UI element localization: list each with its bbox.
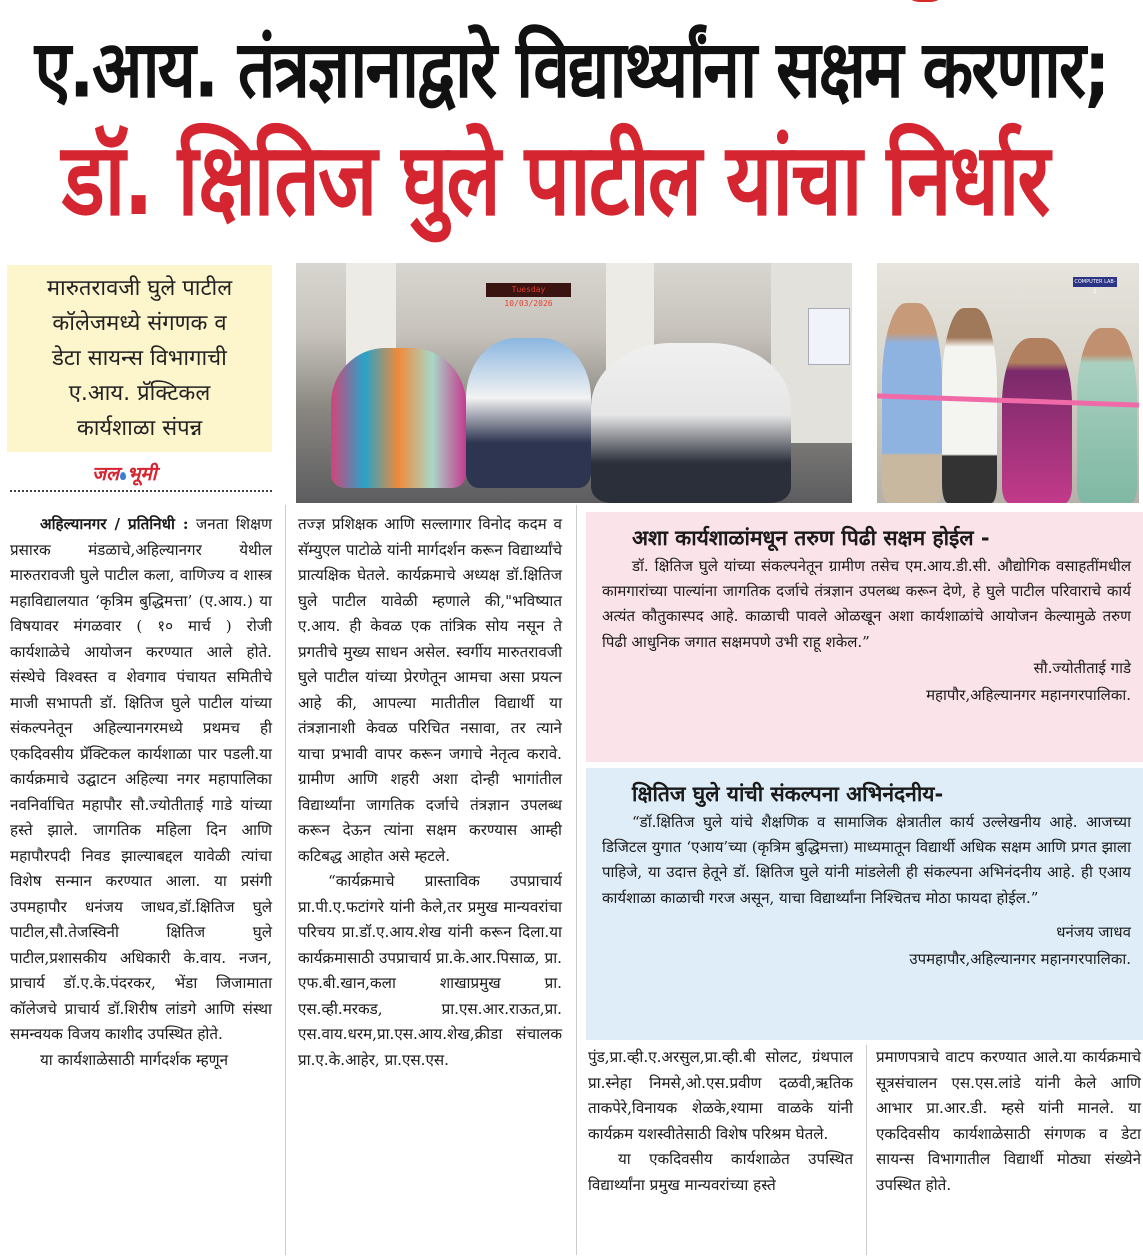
ribbon-cutting-photo: [877, 263, 1139, 503]
crowd-men-center: [466, 338, 591, 488]
article-column-2: [298, 512, 562, 1073]
quote-author-designation: महापौर,अहिल्यानगर महानगरपालिका.: [926, 685, 1131, 704]
person-blue-shirt: [882, 303, 942, 503]
subheading-line: ए.आय. प्रॅक्टिकल: [68, 381, 211, 406]
quote-box-deputy-mayor: [586, 768, 1143, 1040]
article-column-3: [588, 1045, 853, 1198]
quote-author-designation: उपमहापौर,अहिल्यानगर महानगरपालिका.: [909, 949, 1131, 968]
paragraph-text: जनता शिक्षण प्रसारक मंडळाचे,अहिल्यानगर येथील मारुतरावजी घुले पाटील कला, वाणिज्य व शास्त्र महाविद्यालयात ‘कृत्रिम बुद्धिमत्ता’ (ए.आय.) या विषयावर मंगळवार ( १० मार्च ) रोजी कार्यशाळेचे आयोजन करण्यात आले होते. संस्थेचे विश्वस्त व शेवगाव पंचायत समितीचे माजी सभापती डॉ. क्षितिज घुले पाटील यांच्या संकल्पनेतून अहिल्यानगरमध्ये प्रथमच ही एकदिवसीय प्रॅक्टिकल कार्यशाळा पार पडली.या कार्यक्रमाचे उद्घाटन अहिल्या नगर महापालिका नवनिर्वाचित महापौर सौ.ज्योतीताई गाडे यांच्या हस्ते झाले. जागतिक महिला दिन आणि महापौरपदी निवड झाल्याबद्दल यावेळी त्यांचा विशेष सन्मान करण्यात आला. या प्रसंगी उपमहापौर धनंजय जाधव,डॉ.क्षितिज घुले पाटील,सौ.तेजस्विनी क्षितिज घुले पाटील,प्रशासकीय अधिकारी के.वाय. नजन, प्राचार्य डॉ.ए.के.पंदरकर, भेंडा जिजामाता कॉलेजचे प्राचार्य डॉ.शिरीष लांडगे आणि संस्था समन्वयक विजय काशीद उपस्थित होते.: [10, 515, 272, 1043]
subheading-line: कॉलेजमध्ये संगणक व: [52, 311, 227, 336]
column-rule: [285, 505, 286, 1255]
subheading-line: डेटा सायन्स विभागाची: [52, 346, 227, 371]
publication-logo: [92, 460, 157, 486]
article-paragraph: तज्ज्ञ प्रशिक्षक आणि सल्लागार विनोद कदम व सॅम्युएल पाटोळे यांनी मार्गदर्शन करून विद्यार्थ्यांचे प्रात्यक्षिक घेतले. कार्यक्रमाचे अध्यक्ष डॉ.क्षितिज घुले पाटील यावेळी म्हणाले की,"भविष्यात ए.आय. ही केवळ एक तांत्रिक सोय नसून ते प्रगतीचे मुख्य साधन असेल. स्वर्गीय मारुतरावजी घुले पाटील यांच्या प्रेरणेतून आमचा असा प्रयत्न आहे की, आपल्या मातीतील विद्यार्थी या तंत्रज्ञानाशी केवळ परिचित नसावा, तर त्याने याचा प्रभावी वापर करून जगाचे नेतृत्व करावे. ग्रामीण आणि शहरी अशा दोन्ही भागांतील विद्यार्थ्यांना जागतिक दर्जाचे तंत्रज्ञान उपलब्ध करून देऊन त्यांना सक्षम करण्यास आम्ही कटिबद्ध आहोत असे म्हटले.: [298, 515, 562, 865]
article-paragraph: या एकदिवसीय कार्यशाळेत उपस्थित विद्यार्थ्यांना प्रमुख मान्यवरांच्या हस्ते: [588, 1150, 853, 1194]
headline-line-2: डॉ. क्षितिज घुले पाटील यांचा निर्धार: [61, 121, 1049, 238]
quote-author-name: सौ.ज्योतीताई गाडे: [1033, 658, 1131, 677]
logo-text-right: भूमी: [126, 463, 157, 485]
subheading-line: मारुतरावजी घुले पाटील: [46, 276, 233, 301]
quote-box-mayor: [586, 512, 1143, 762]
person-white-shirt: [942, 308, 997, 503]
column-rule: [576, 505, 577, 1255]
quote-box-title: अशा कार्यशाळांमधून तरुण पिढी सक्षम होईल -: [632, 526, 990, 550]
water-drop-icon: [120, 472, 126, 480]
dateline: अहिल्यानगर / प्रतिनिधी :: [40, 515, 189, 533]
subheading-box: [7, 265, 272, 452]
column-rule: [866, 1045, 867, 1255]
person-purple-saree: [1002, 338, 1072, 503]
article-column-4: [876, 1045, 1141, 1198]
quote-text: “डॉ.क्षितिज घुले यांचे शैक्षणिक व सामाजिक क्षेत्रातील कार्य उल्लेखनीय आहे. आजच्या डिजिटल युगात ‘एआय’च्या (कृत्रिम बुद्धिमत्ता) माध्यमातून विद्यार्थी अधिक सक्षम आणि प्रगत झाला पाहिजे, या उदात्त हेतूने डॉ. क्षितिज घुले यांनी मांडलेली ही संकल्पना अभिनंदनीय आहे. ही एआय कार्यशाळा काळाची गरज असून, याचा विद्यार्थ्यांना निश्चितच मोठा फायदा होईल.”: [602, 813, 1131, 907]
masthead-red-mark: [905, 0, 945, 2]
quote-author-name: धनंजय जाधव: [1056, 922, 1131, 941]
person-green-saree: [1077, 328, 1137, 503]
quote-box-title: क्षितिज घुले यांची संकल्पना अभिनंदनीय-: [632, 782, 944, 806]
dotted-divider: [10, 490, 272, 492]
banner: [808, 308, 850, 365]
headline-line-1: ए.आय. तंत्रज्ञानाद्वारे विद्यार्थ्यांना सक्षम करणार;: [34, 23, 1109, 116]
lab-sign: COMPUTER LAB-2: [1074, 279, 1116, 295]
crowd-men-right: [591, 343, 791, 503]
article-column-1: [10, 512, 272, 1073]
crowd-women: [331, 348, 466, 488]
logo-text-left: जल: [92, 463, 119, 485]
article-paragraph: “कार्यक्रमाचे प्रास्ताविक उपप्राचार्य प्रा.पी.ए.फटांगरे यांनी केले,तर प्रमुख मान्यवरांचा परिचय प्रा.डॉ.ए.आय.शेख यांनी करून दिला.या कार्यक्रमासाठी उपप्राचार्य प्रा.के.आर.पिसाळ, प्रा. एफ.बी.खान,कला शाखाप्रमुख प्रा. एस.व्ही.मरकड, प्रा.एस.आर.राऊत,प्रा. एस.वाय.धरम,प्रा.एस.आय.शेख,क्रीडा संचालक प्रा.ए.के.आहेर, प्रा.एस.एस.: [298, 872, 562, 1069]
quote-text: डॉ. क्षितिज घुले यांच्या संकल्पनेतून ग्रामीण तसेच एम.आय.डी.सी. औद्योगिक वसाहतींमधील कामगारांच्या पाल्यांना जागतिक दर्जाचे तंत्रज्ञान उपलब्ध करून देणे, हे घुले पाटील परिवाराचे कार्य अत्यंत कौतुकास्पद आहे. काळाची पावले ओळखून अशा कार्यशाळांचे आयोजन केल्यामुळे तरुण पिढी आधुनिक जगात सक्षमपणे उभी राहू शकेल.”: [602, 557, 1131, 651]
led-display: Tuesday 10/03/2026: [486, 283, 571, 297]
article-paragraph: या कार्यशाळेसाठी मार्गदर्शक म्हणून: [40, 1050, 229, 1069]
subheading-line: कार्यशाळा संपन्न: [76, 416, 203, 441]
article-paragraph: प्रमाणपत्राचे वाटप करण्यात आले.या कार्यक्रमाचे सूत्रसंचालन एस.एस.लांडे यांनी केले आणि आभार प्रा.आर.डी. म्हसे यांनी मानले. या एकदिवसीय कार्यशाळेसाठी संगणक व डेटा सायन्स विभागातील विद्यार्थी मोठ्या संख्येने उपस्थित होते.: [876, 1048, 1141, 1194]
article-paragraph: पुंड,प्रा.व्ही.ए.अरसुल,प्रा.व्ही.बी सोलट, ग्रंथपाल प्रा.स्नेहा निमसे,ओ.एस.प्रवीण दळवी,ऋतिक ताकपेरे,विनायक शेळके,श्यामा वाळके यांनी कार्यक्रम यशस्वीतेसाठी विशेष परिश्रम घेतले.: [588, 1048, 853, 1143]
group-photo: [296, 263, 852, 503]
article-paragraph: [10, 512, 272, 1048]
